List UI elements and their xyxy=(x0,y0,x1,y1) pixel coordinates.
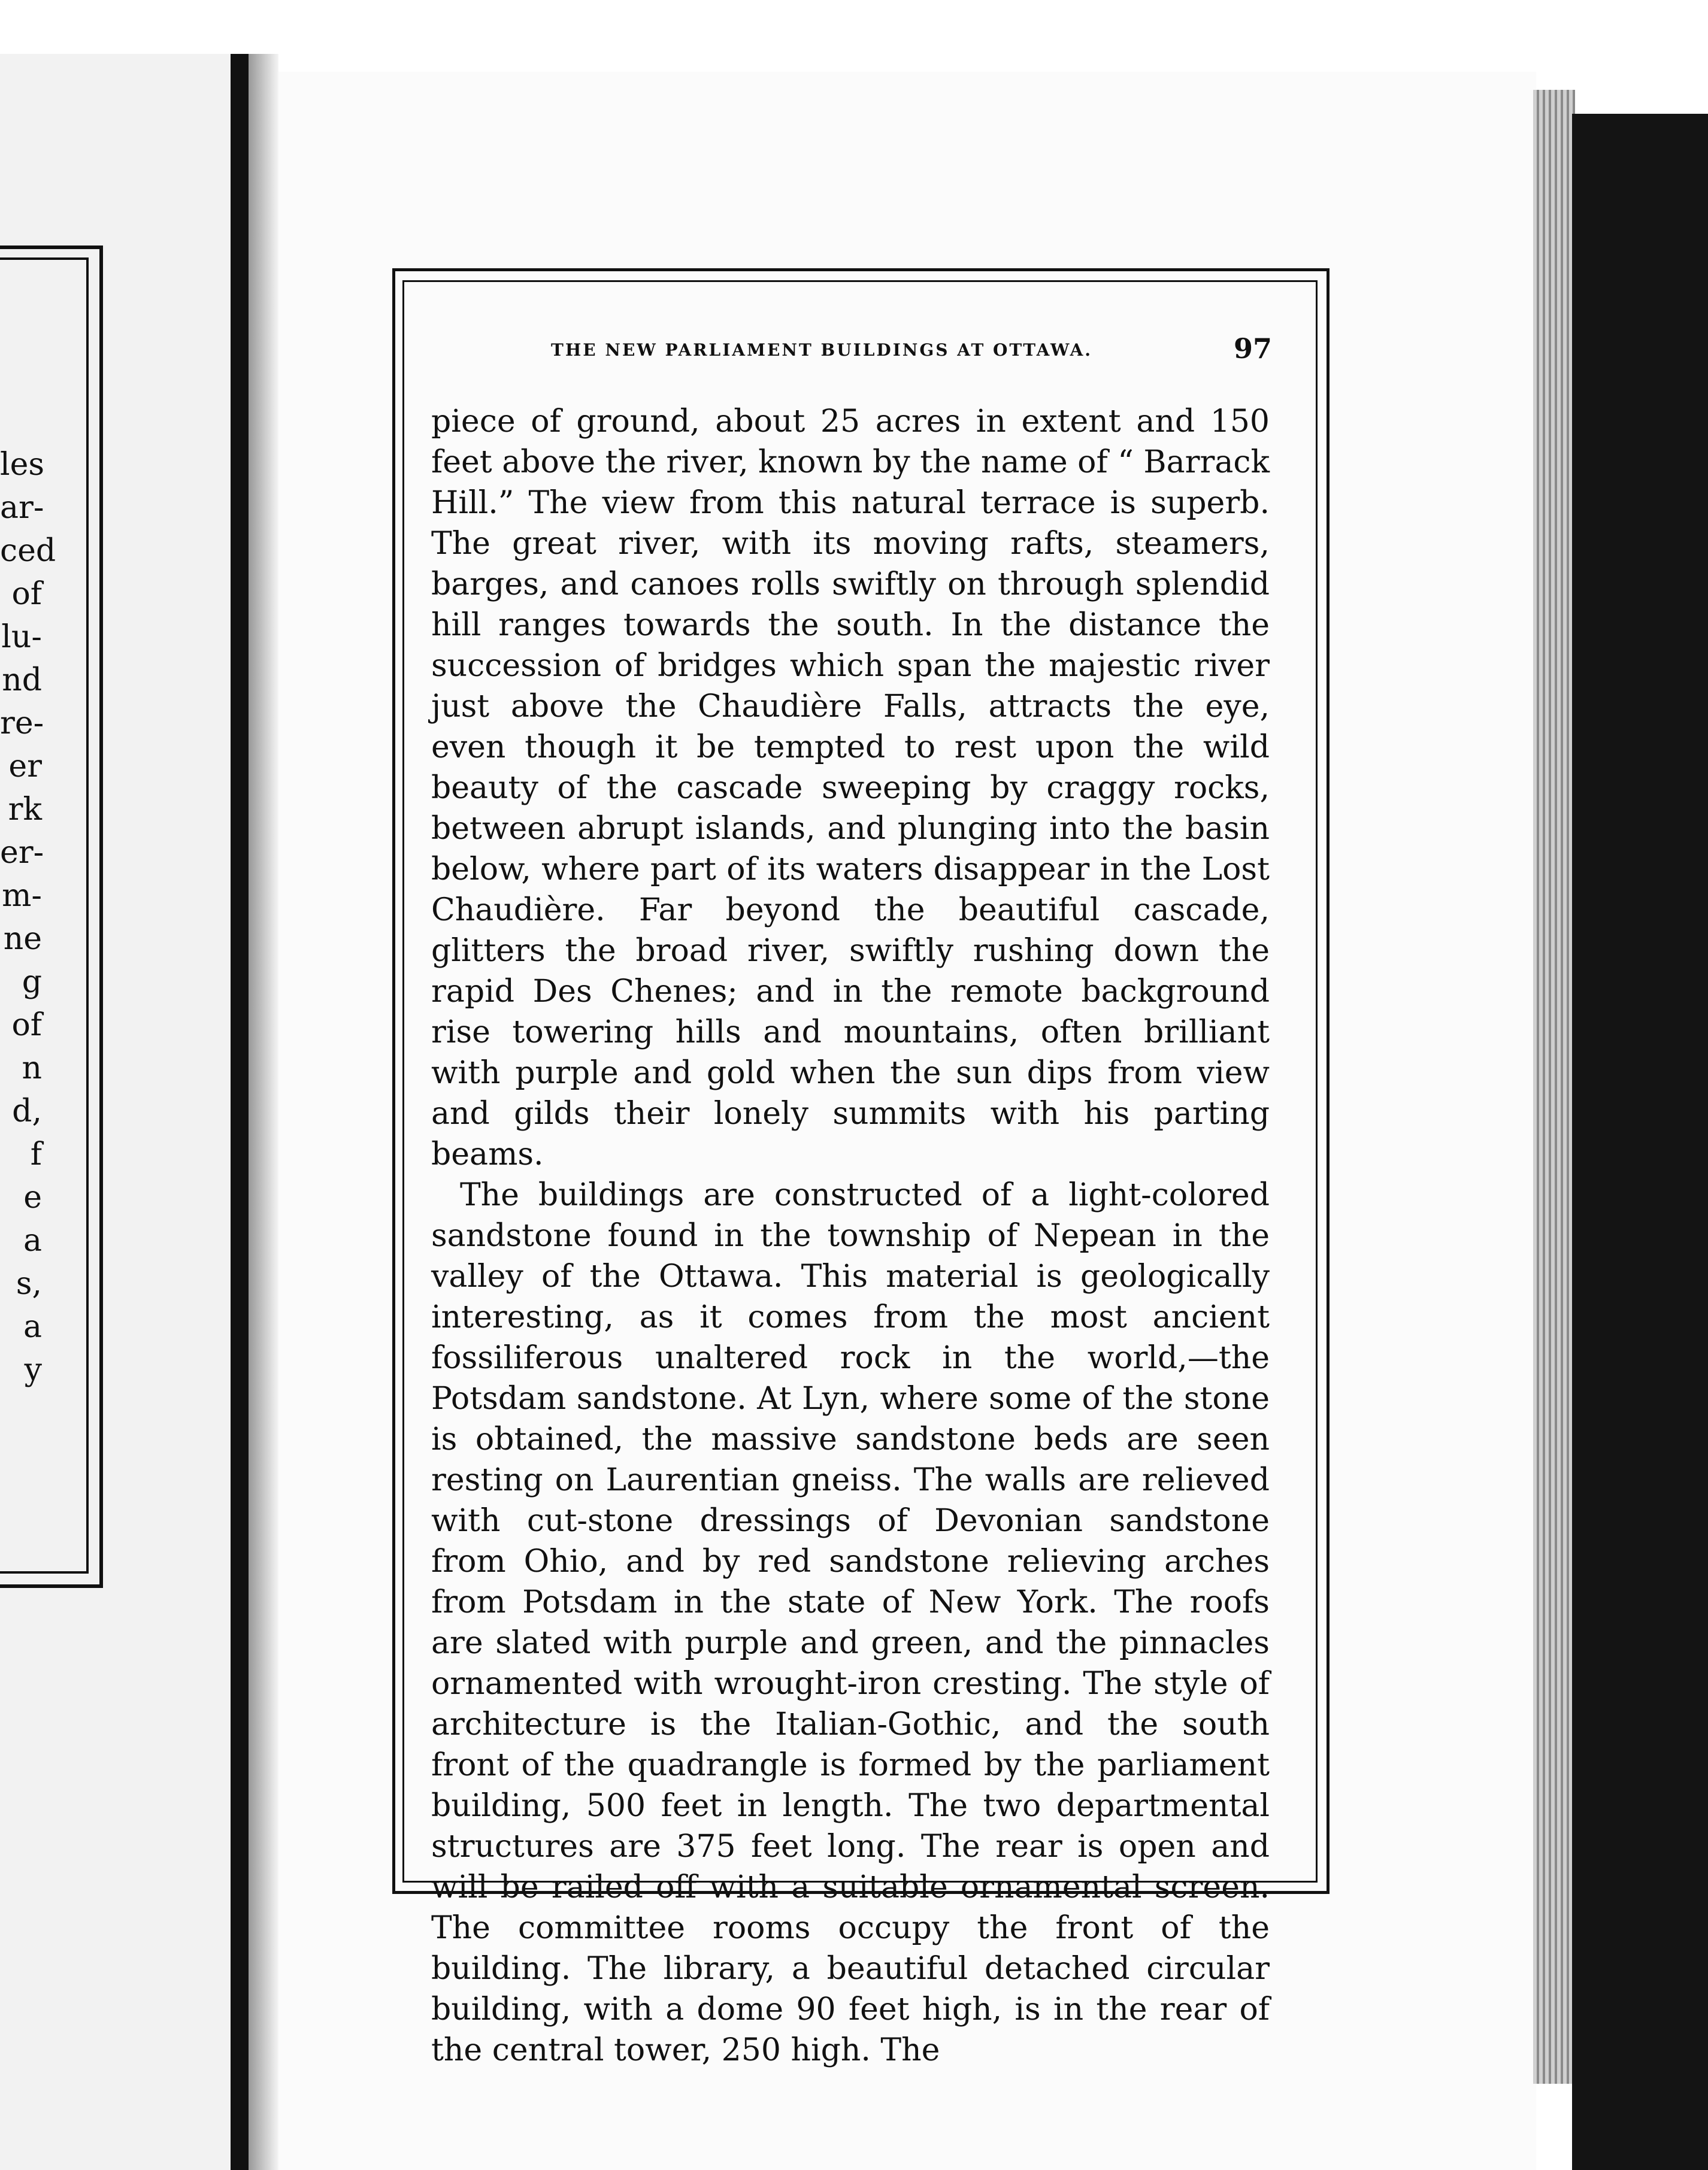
left-page-fragment: ar- xyxy=(0,490,44,526)
left-page-fragment: e xyxy=(23,1180,42,1216)
left-page xyxy=(0,54,234,2170)
left-page-fragment: m- xyxy=(2,878,42,914)
running-head: THE NEW PARLIAMENT BUILDINGS AT OTTAWA. xyxy=(551,340,1093,360)
book-cover xyxy=(1572,114,1708,2170)
left-page-fragment: of xyxy=(11,1007,42,1043)
paragraph-2: The buildings are constructed of a light-colored sandstone found in the township of Nepean in the valley of the Ottawa. This material is geologically interesting, as it comes from the most ancient fossiliferous unaltered rock in the world,—the Potsdam sandstone. At Lyn, where some of the stone is obtained, the massive sandstone beds are seen resting on Laurentian gneiss. The walls are relieved with cut-stone dressings of Devonian sandstone from Ohio, and by red sandstone relieving arches from Potsdam in the state of New York. The roofs are slated with purple and green, and the pinnacles ornamented with wrought-iron cresting. The style of architecture is the Italian-Gothic, and the south front of the quadrangle is formed by the parliament building, 500 feet in length. The two departmental structures are 375 feet long. The rear is open and will be railed off with a suitable ornamental screen. The committee rooms occupy the front of the building. The library, a beautiful detached circular building, with a dome 90 feet high, is in the rear of the central tower, 250 high. The xyxy=(431,1177,1270,2068)
page-edges xyxy=(1533,90,1575,2084)
left-page-fragment: nd xyxy=(2,662,42,698)
left-page-fragment: of xyxy=(11,576,42,612)
gutter-shadow xyxy=(249,54,278,2170)
left-page-fragment: y xyxy=(24,1352,42,1388)
left-page-fragment: s, xyxy=(16,1266,42,1302)
left-page-fragment: er xyxy=(8,748,42,784)
left-page-fragment: les xyxy=(0,447,45,483)
left-page-fragment: lu- xyxy=(1,619,42,655)
left-page-fragment: rk xyxy=(8,792,42,828)
body-text xyxy=(431,401,1270,2071)
left-page-fragment: f xyxy=(30,1136,42,1172)
left-page-fragment: g xyxy=(22,964,42,1000)
page-number: 97 xyxy=(1234,332,1273,365)
left-page-fragment: ced xyxy=(0,533,56,569)
left-page-fragment: n xyxy=(22,1050,42,1086)
gutter-binding xyxy=(231,54,249,2170)
left-page-fragment: a xyxy=(23,1309,42,1345)
left-page-text-fragments xyxy=(0,443,56,1392)
left-page-fragment: er- xyxy=(0,835,44,871)
left-page-fragment: a xyxy=(23,1223,42,1259)
left-page-fragment: ne xyxy=(3,921,42,957)
left-page-fragment: d, xyxy=(12,1093,42,1129)
left-page-fragment: re- xyxy=(0,705,44,741)
paragraph-1: piece of ground, about 25 acres in extent and 150 feet above the river, known by the name of “ Barrack Hill.” The view from this natural terrace is superb. The great river, with its moving rafts, steamers, barges, and canoes rolls swiftly on through splendid hill ranges towards the south. In the distance the succession of bridges which span the majestic river just above the Chaudière Falls, attracts the eye, even though it be tempted to rest upon the wild beauty of the cascade sweeping by craggy rocks, between abrupt islands, and plunging into the basin below, where part of its waters disappear in the Lost Chaudière. Far beyond the beautiful cascade, glitters the broad river, swiftly rushing down the rapid Des Chenes; and in the remote background rise towering hills and mountains, often brilliant with purple and gold when the sun dips from view and gilds their lonely summits with his parting beams. xyxy=(431,404,1270,1172)
